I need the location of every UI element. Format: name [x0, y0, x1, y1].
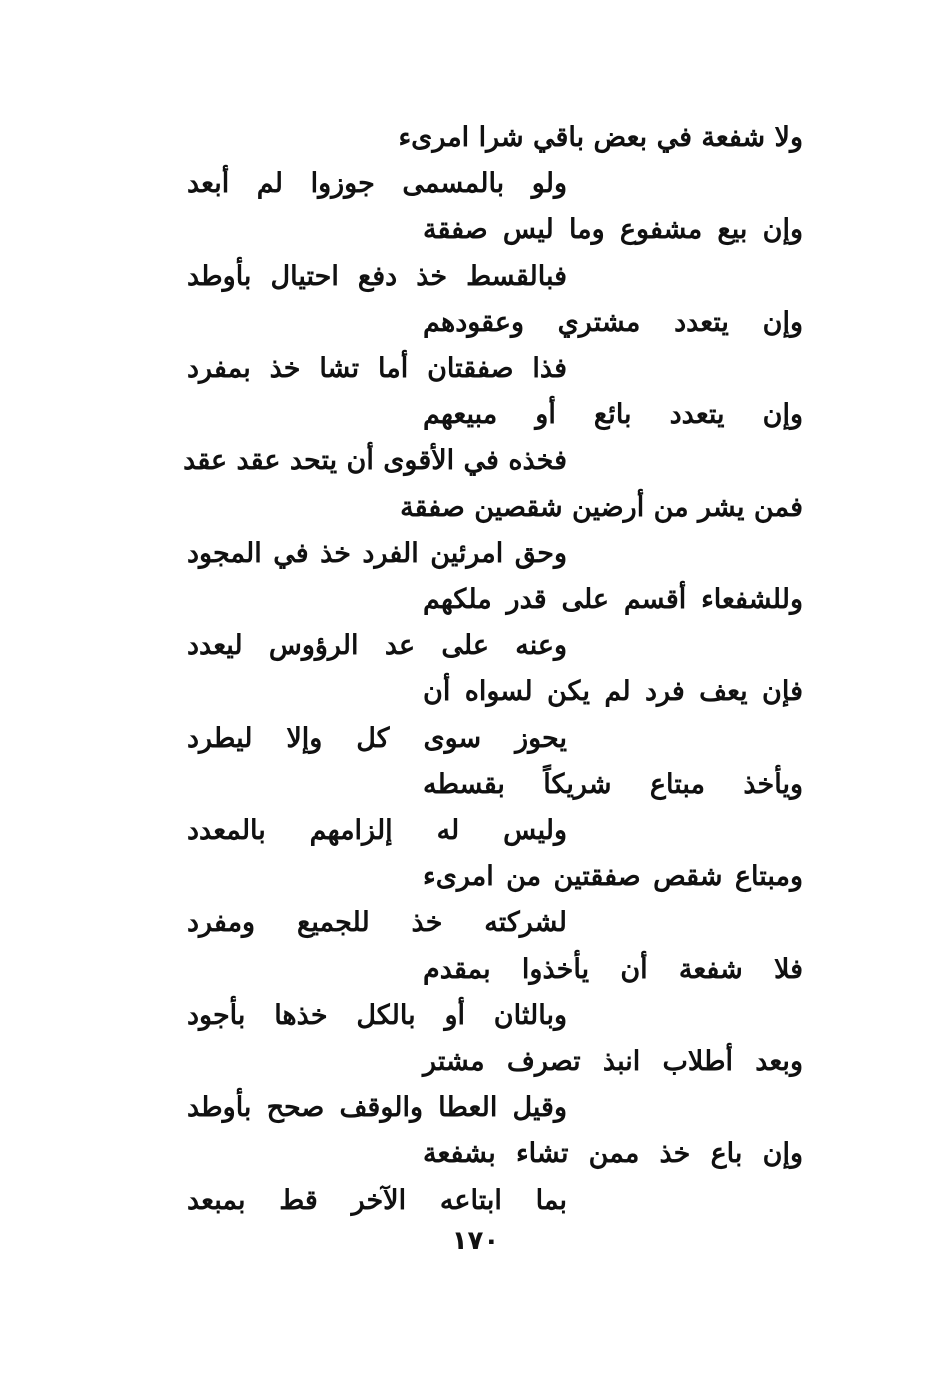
- verse-first-hemistich: وإن باع خذ ممن تشاء بشفعة: [423, 1138, 803, 1170]
- verse-first-hemistich: وبعد أطلاب انبذ تصرف مشتر: [423, 1046, 803, 1077]
- verse-second-hemistich: فذا صفقتان أما تشا خذ بمفرد: [187, 353, 567, 384]
- verse-second-hemistich: وعنه على عد الرؤوس ليعدد: [187, 630, 567, 662]
- verse-second-hemistich: وحق امرئين الفرد خذ في المجود: [187, 537, 567, 569]
- verse-second-hemistich: يحوز سوى كل وإلا ليطرد: [187, 722, 567, 754]
- verse-second-hemistich: ولو بالمسمى جوزوا لم أبعد: [187, 168, 567, 200]
- verse-second-hemistich: فبالقسط خذ دفع احتيال بأوطد: [187, 260, 567, 292]
- verse-first-hemistich: ولا شفعة في بعض باقي شرا امرىء: [398, 122, 803, 153]
- verse-second-hemistich: بما ابتاعه الآخر قط بمبعد: [187, 1184, 567, 1216]
- verse-first-hemistich: فإن يعف فرد لم يكن لسواه أن: [423, 676, 803, 708]
- verse-second-hemistich: وقيل العطا والوقف صحح بأوطد: [187, 1092, 567, 1124]
- verse-second-hemistich: وبالثان أو بالكل خذها بأجود: [187, 999, 567, 1031]
- verse-second-hemistich: فخذه في الأقوى أن يتحد عقد عقد: [183, 445, 567, 477]
- verse-second-hemistich: وليس له إلزامهم بالمعدد: [187, 815, 567, 846]
- page-number: ١٧٠: [451, 1226, 500, 1256]
- verse-first-hemistich: ومبتاع شقص صفقتين من امرىء: [423, 861, 803, 893]
- verse-first-hemistich: فمن يشر من أرضين شقصين صفقة: [400, 491, 803, 523]
- verse-second-hemistich: لشركته خذ للجميع ومفرد: [187, 907, 567, 939]
- verse-first-hemistich: وإن يتعدد بائع أو مبيعهم: [423, 399, 803, 431]
- verse-first-hemistich: فلا شفعة أن يأخذوا بمقدم: [423, 953, 803, 985]
- verse-first-hemistich: وإن بيع مشفوع وما ليس صفقة: [423, 214, 803, 246]
- verse-first-hemistich: وإن يتعدد مشتري وعقودهم: [423, 306, 803, 338]
- verse-first-hemistich: وللشفعاء أقسم على قدر ملكهم: [423, 584, 803, 615]
- verse-first-hemistich: ويأخذ مبتاع شريكاً بقسطه: [423, 768, 803, 800]
